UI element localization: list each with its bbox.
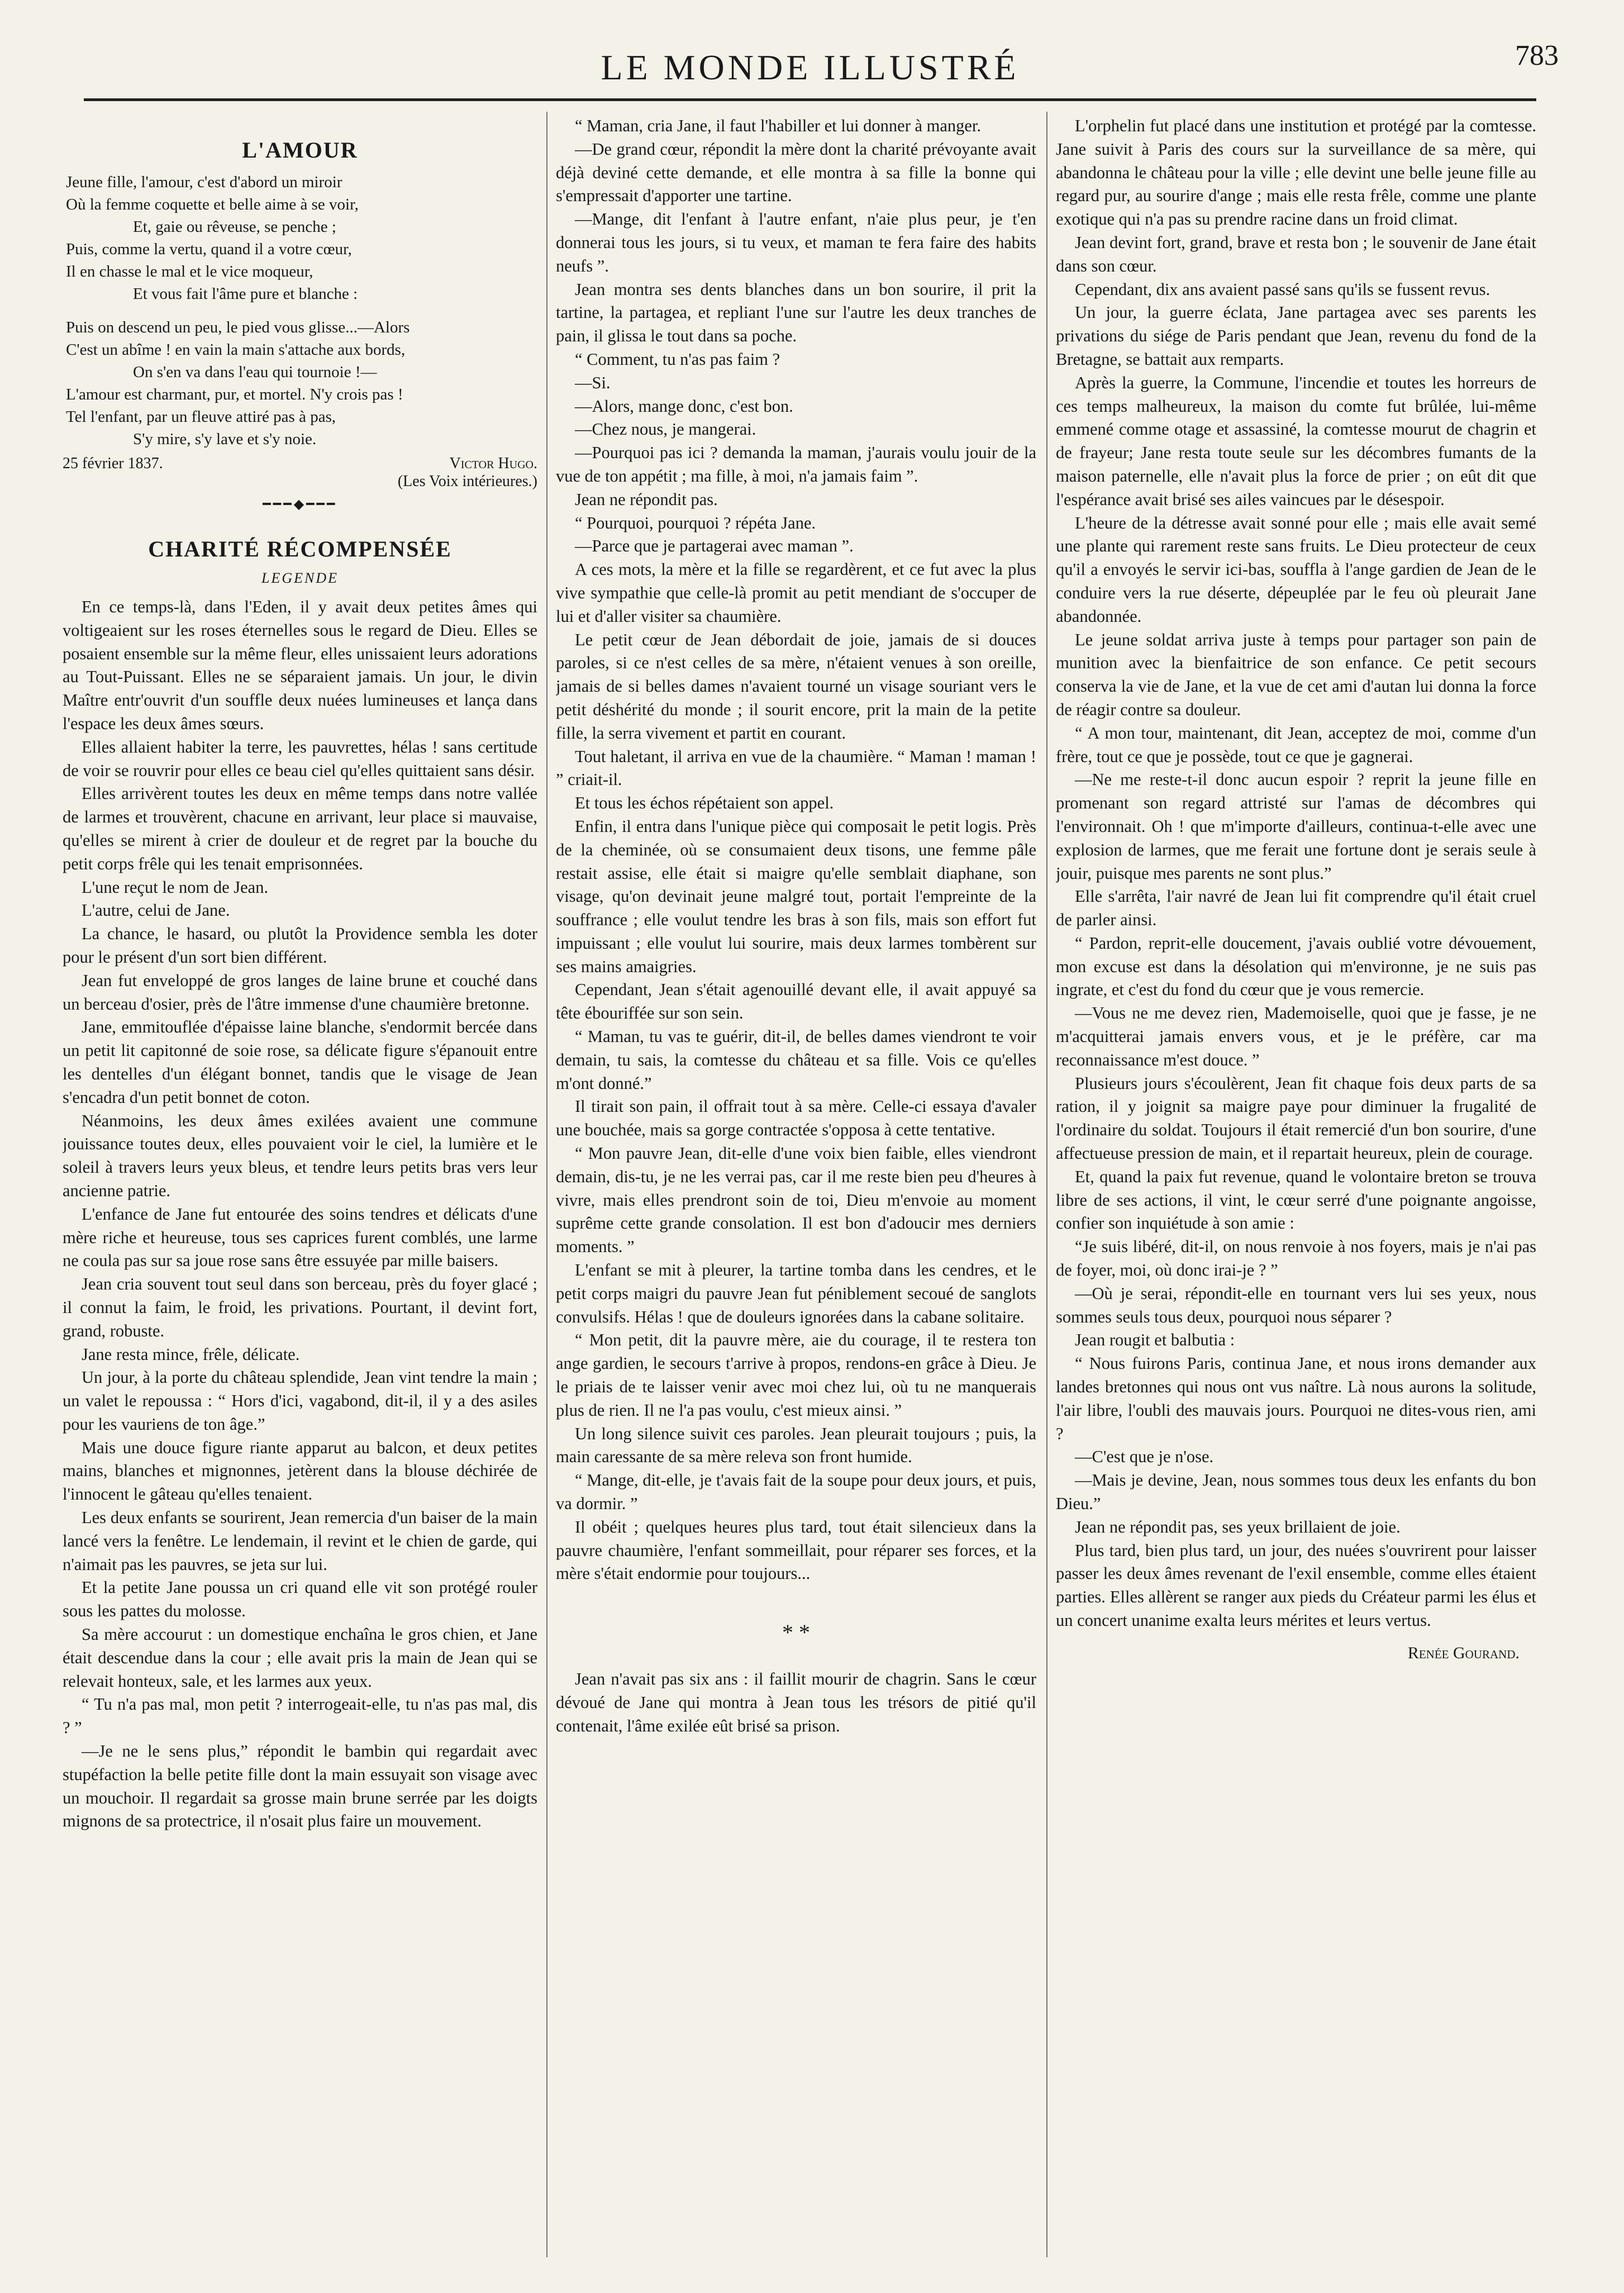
column-1 — [63, 115, 537, 2266]
poem-line: Puis, comme la vertu, quand il a votre cœur, — [66, 240, 352, 258]
paragraph: Et tous les échos répétaient son appel. — [575, 793, 834, 813]
paragraph: —Je ne le sens plus,” répondit le bambin qui regardait avec stupéfaction la belle petite fille dont la main essuyait son visage avec un mouchoir. Il regardait sa grosse main brune serrée par les doigts mignons de sa protectrice, il n'osait plus faire un mouvement. — [63, 1742, 537, 1831]
paragraph: Elles arrivèrent toutes les deux en même temps dans notre vallée de larmes et trouvèrent, chacune en arrivant, leur place si mauvaise, qu'elles se mirent à crier de douleur et de regret par la bouche du petit corps frêle qui les tenait emprisonnées. — [63, 784, 537, 873]
paragraph: Jane resta mince, frêle, délicate. — [82, 1344, 300, 1364]
header-rule — [84, 98, 1536, 101]
paragraph: Jane, emmitouflée d'épaisse laine blanche, s'endormit bercée dans un petit lit capitonné de soie rose, sa délicate figure s'épanouit entre les dentelles d'un élégant bonnet, tandis que le visage de Jean s'encadra d'un petit bonnet de coton. — [63, 1017, 537, 1107]
paragraph: —De grand cœur, répondit la mère dont la charité prévoyante avait déjà deviné cette demande, et elle montra à sa fille la bonne qui s'empressait d'apporter une tartine. — [556, 139, 1036, 206]
page-number: 783 — [1515, 40, 1559, 72]
paragraph: L'enfance de Jane fut entourée des soins tendres et délicats d'une mère riche et heureuse, tous ses caprices furent comblés, une larme ne coula pas sur sa joue rose sans être essuyée par mille baisers. — [63, 1204, 537, 1271]
page-header — [84, 34, 1559, 95]
poem-title: L'AMOUR — [242, 137, 358, 163]
poem-line: Jeune fille, l'amour, c'est d'abord un miroir — [66, 173, 342, 191]
paragraph: Enfin, il entra dans l'unique pièce qui composait le petit logis. Près de la cheminée, où se consumaient deux tisons, une femme pâle restait assise, elle était si maigre qu'elle semblait diaphane, son visage, qu'on devinait jeune malgré tout, portait l'empreinte de la souffrance ; elle voulut tendre les bras à son fils, mais son effort fut impuissant ; elle voulut lui sourire, mais deux larmes tombèrent sur ses mains amaigries. — [556, 816, 1036, 976]
paragraph: L'une reçut le nom de Jean. — [82, 877, 269, 897]
paragraph: Sa mère accourut : un domestique enchaîna le gros chien, et Jane était descendue dans la cour ; elle avait pris la main de Jean qui se relevait honteux, sale, et les larmes aux yeux. — [63, 1625, 537, 1691]
paragraph: Cependant, dix ans avaient passé sans qu'ils se fussent revus. — [1075, 279, 1490, 299]
paragraph: Jean ne répondit pas. — [575, 489, 718, 509]
paragraph: —C'est que je n'ose. — [1075, 1447, 1214, 1467]
poem-date: 25 février 1837. — [63, 455, 163, 472]
paragraph: Il obéit ; quelques heures plus tard, tout était silencieux dans la pauvre chaumière, l'enfant sommeillait, pour réparer ses forces, et la mère s'était endormie pour toujours... — [556, 1517, 1036, 1583]
paragraph: Plus tard, bien plus tard, un jour, des nuées s'ouvrirent pour laisser passer les deux âmes revenant de l'exil ensemble, comme elles étaient parties. Elles allèrent se ranger aux pieds du Créateur parmi les élus et un concert unanime exalta leurs mérites et leurs vertus. — [1056, 1540, 1536, 1630]
section-stars: * * — [782, 1620, 810, 1645]
paragraph: —Vous ne me devez rien, Mademoiselle, quoi que je fasse, je ne m'acquitterai jamais envers vous, et je le préfère, car ma reconnaissance m'est douce. ” — [1056, 1003, 1536, 1069]
paragraph: L'enfant se mit à pleurer, la tartine tomba dans les cendres, et le petit corps maigri du pauvre Jean fut péniblement secoué de sanglots convulsifs. Hélas ! que de douleurs ignorées dans la cabane solitaire. — [556, 1260, 1036, 1326]
paragraph: “ A mon tour, maintenant, dit Jean, acceptez de moi, comme d'un frère, tout ce que je possède, tout ce que je gagnerai. — [1056, 723, 1536, 766]
poem-line: S'y mire, s'y lave et s'y noie. — [133, 430, 317, 448]
poem-line: On s'en va dans l'eau qui tournoie !— — [133, 363, 377, 381]
paragraph: “ Mon petit, dit la pauvre mère, aie du courage, il te restera ton ange gardien, le secours t'arrive à propos, rendons-en grâce à Dieu. Je le priais de te laisser venir avec moi chez lui, où tu ne manquerais plus de rien. Il ne l'a pas voulu, c'est mieux ainsi. ” — [556, 1330, 1036, 1420]
story-column-2-end — [556, 1668, 1036, 1738]
story-title: CHARITÉ RÉCOMPENSÉE — [148, 536, 452, 562]
paragraph: —Mange, dit l'enfant à l'autre enfant, n'aie plus peur, je t'en donnerai tous les jours, si tu veux, et maman te fera faire des habits neufs ”. — [556, 210, 1036, 275]
paragraph: Jean cria souvent tout seul dans son berceau, près du foyer glacé ; il connut la faim, le froid, les privations. Pourtant, il devint fort, grand, robuste. — [63, 1274, 537, 1340]
paragraph: “ Pourquoi, pourquoi ? répéta Jane. — [575, 513, 816, 532]
poem-signature — [63, 455, 537, 491]
paragraph: Le petit cœur de Jean débordait de joie, jamais de si douces paroles, si ce n'est celles de sa mère, n'étaient venues à son oreille, jamais de si belles dames n'avaient tourné un visage souriant vers le petit déshérité du monde ; il sourit encore, prit la main de la petite fille, la serra vivement et partit en courant. — [556, 630, 1036, 743]
paragraph: —Chez nous, je mangerai. — [575, 420, 756, 439]
paragraph: Cependant, Jean s'était agenouillé devant elle, il avait appuyé sa tête ébouriffée sur son sein. — [556, 980, 1036, 1023]
poem-line: Tel l'enfant, par un fleuve attiré pas à pas, — [66, 408, 336, 426]
paragraph: Plusieurs jours s'écoulèrent, Jean fit chaque fois deux parts de sa ration, il y joignit sa maigre paye pour diminuer la frugalité de l'ordinaire du soldat. Toujours il était remercié d'un bon sourire, d'une affectueuse pression de main, et il repartait heureux, plein de courage. — [1056, 1073, 1536, 1163]
divider-ornament: ━━━◆━━━ — [263, 497, 337, 512]
paragraph: Tout haletant, il arriva en vue de la chaumière. “ Maman ! maman ! ” criait-il. — [556, 746, 1036, 789]
paragraph: —Parce que je partagerai avec maman ”. — [575, 536, 854, 556]
paragraph: Le jeune soldat arriva juste à temps pour partager son pain de munition avec la bienfaitrice de son enfance. Ce petit secours conserva la vie de Jane, et la vue de cet ami d'autan lui donna la force de réagir contre sa douleur. — [1056, 630, 1536, 719]
poem-line: Et, gaie ou rêveuse, se penche ; — [133, 218, 336, 236]
column-divider — [1046, 112, 1047, 2257]
paragraph: Il tirait son pain, il offrait tout à sa mère. Celle-ci essaya d'avaler une bouchée, mais sa gorge contractée s'opposa à cette tentative. — [556, 1097, 1036, 1140]
paragraph: L'orphelin fut placé dans une institution et protégé par la comtesse. Jane suivit à Paris des cours sur la surveillance de sa mère, qui abandonna le château pour la ville ; elle devint une belle jeune fille au regard pur, au sourire d'ange ; mais elle resta frêle, comme une plante exotique qui n'a pas su prendre racine dans un froid climat. — [1056, 116, 1536, 229]
paragraph: Et, quand la paix fut revenue, quand le volontaire breton se trouva libre de ses actions, il vint, le cœur serré d'une poignante angoisse, confier son inquiétude à son amie : — [1056, 1167, 1536, 1233]
paragraph: Un jour, la guerre éclata, Jane partagea avec ses parents les privations du siége de Paris pendant que Jean, revenu du fond de la Bretagne, se battait aux remparts. — [1056, 303, 1536, 369]
paragraph: Jean devint fort, grand, brave et resta bon ; le souvenir de Jane était dans son cœur. — [1056, 232, 1536, 275]
paragraph: Jean ne répondit pas, ses yeux brillaient de joie. — [1075, 1517, 1401, 1536]
poem-author: Victor Hugo. — [449, 455, 537, 472]
paragraph: Elle s'arrêta, l'air navré de Jean lui fit comprendre qu'il était cruel de parler ainsi. — [1056, 887, 1536, 930]
poem-line — [66, 305, 537, 316]
story-subtitle: LEGENDE — [261, 570, 339, 586]
story-column-3 — [1056, 115, 1536, 1633]
column-3 — [1056, 115, 1536, 2266]
paragraph: “ Pardon, reprit-elle doucement, j'avais oublié votre dévouement, mon excuse est dans la désolation qui m'environne, je ne suis pas ingrate, et c'est du fond du cœur que je vous remercie. — [1056, 933, 1536, 1000]
masthead-title: LE MONDE ILLUSTRÉ — [601, 47, 1020, 87]
poem-line: Et vous fait l'âme pure et blanche : — [133, 285, 358, 303]
paragraph: —Mais je devine, Jean, nous sommes tous deux les enfants du bon Dieu.” — [1056, 1471, 1536, 1514]
paragraph: Un jour, à la porte du château splendide, Jean vint tendre la main ; un valet le repoussa : “ Hors d'ici, vagabond, dit-il, il y a des asiles pour les vauriens de ton âge.” — [63, 1368, 537, 1434]
story-column-1 — [63, 596, 537, 1833]
paragraph: Et la petite Jane poussa un cri quand elle vit son protégé rouler sous les pattes du molosse. — [63, 1578, 537, 1621]
paragraph: Un long silence suivit ces paroles. Jean pleurait toujours ; puis, la main caressante de sa mère releva son front humide. — [556, 1424, 1036, 1467]
story-column-2 — [556, 115, 1036, 1586]
paragraph: Jean fut enveloppé de gros langes de laine brune et couché dans un berceau d'osier, près de l'âtre immense d'une chaumière bretonne. — [63, 971, 537, 1014]
paragraph: Jean n'avait pas six ans : il faillit mourir de chagrin. Sans le cœur dévoué de Jane qui montra à Jean tous les trésors de pitié qu'il contenait, l'âme exilée eût brisé sa prison. — [556, 1669, 1036, 1735]
column-2 — [556, 115, 1036, 2266]
poem-line: Puis on descend un peu, le pied vous glisse...—Alors — [66, 318, 410, 336]
poem-line: L'amour est charmant, pur, et mortel. N'y crois pas ! — [66, 386, 403, 403]
story-author: Renée Gourand. — [1407, 1643, 1520, 1662]
paragraph: “ Maman, tu vas te guérir, dit-il, de belles dames viendront te voir demain, tu sais, la comtesse du château et sa fille. Vois ce qu'elles m'ont donné.” — [556, 1027, 1036, 1093]
poem-body — [66, 171, 537, 450]
poem-line: Où la femme coquette et belle aime à se voir, — [66, 196, 359, 213]
poem-line: C'est un abîme ! en vain la main s'attache aux bords, — [66, 341, 406, 359]
paragraph: —Pourquoi pas ici ? demanda la maman, j'aurais voulu jouir de la vue de ton appétit ; ma fille, à moi, n'a jamais faim ”. — [556, 443, 1036, 486]
paragraph: “ Nous fuirons Paris, continua Jane, et nous irons demander aux landes bretonnes qui nous ont vus naître. Là nous aurons la solitude, l'air libre, l'oubli des mauvais jours. Pourquoi ne dites-vous rien, ami ? — [1056, 1354, 1536, 1443]
paragraph: “ Mange, dit-elle, je t'avais fait de la soupe pour deux jours, et puis, va dormir. ” — [556, 1471, 1036, 1514]
paragraph: “ Maman, cria Jane, il faut l'habiller et lui donner à manger. — [575, 116, 982, 135]
paragraph: —Ne me reste-t-il donc aucun espoir ? reprit la jeune fille en promenant son regard attristé sur l'amas de décombres qui l'environnait. Oh ! que m'importe d'ailleurs, continua-t-elle avec une explosion de larmes, que me ferait une fortune dont je serais seule à jouir, puisque mes parents ne sont plus.” — [1056, 770, 1536, 883]
paragraph: Jean rougit et balbutia : — [1075, 1330, 1235, 1350]
column-divider — [546, 112, 547, 2257]
poem-source: (Les Voix intérieures.) — [397, 473, 537, 490]
paragraph: “ Mon pauvre Jean, dit-elle d'une voix bien faible, elles viendront demain, dis-tu, je ne les verrai pas, car il me reste bien peu d'heures à vivre, mais elles prendront soin de toi, Dieu m'envoie au moment suprême cette grande consolation. Il est bon d'adoucir mes derniers moments. ” — [556, 1144, 1036, 1257]
paragraph: Mais une douce figure riante apparut au balcon, et deux petites mains, blanches et mignonnes, jetèrent dans la blouse déchirée de l'innocent le gâteau qu'elles tenaient. — [63, 1438, 537, 1504]
paragraph: L'autre, celui de Jane. — [82, 901, 230, 920]
paragraph: “Je suis libéré, dit-il, on nous renvoie à nos foyers, mais je n'ai pas de foyer, moi, où donc irai-je ? ” — [1056, 1237, 1536, 1280]
paragraph: Néanmoins, les deux âmes exilées avaient une commune jouissance toutes deux, elles pouvaient voir le ciel, la lumière et le soleil à travers leurs yeux bleus, et tendre leurs petits bras vers leur ancienne patrie. — [63, 1111, 537, 1200]
paragraph: En ce temps-là, dans l'Eden, il y avait deux petites âmes qui voltigeaient sur les roses éternelles sous le regard de Dieu. Elles se posaient ensemble sur la même fleur, elles unissaient leurs adorations au Tout-Puissant. Elles ne se séparaient jamais. Un jour, le divin Maître entr'ouvrit d'un souffle deux nuées lumineuses et lança dans l'espace les deux âmes sœurs. — [63, 597, 537, 733]
paragraph: Jean montra ses dents blanches dans un bon sourire, il prit la tartine, la partagea, et repliant l'une sur l'autre les deux tranches de pain, il glissa le tout dans sa poche. — [556, 279, 1036, 346]
paragraph: Après la guerre, la Commune, l'incendie et toutes les horreurs de ces temps malheureux, la maison du comte fut brûlée, lui-même emmené comme otage et assassiné, la comtesse mourut de chagrin et de frayeur; Jane resta toute seule sur les décombres fumants de la maison paternelle, elle n'avait plus la force de prier ; on eût dit que l'espérance avait brisé ses ailes vaincues par le désespoir. — [1056, 373, 1536, 509]
paragraph: Elles allaient habiter la terre, les pauvrettes, hélas ! sans certitude de voir se rouvrir pour elles ce beau ciel qu'elles quittaient sans désir. — [63, 737, 537, 780]
paragraph: “ Tu n'a pas mal, mon petit ? interrogeait-elle, tu n'as pas mal, dis ? ” — [63, 1695, 537, 1738]
paragraph: A ces mots, la mère et la fille se regardèrent, et ce fut avec la plus vive sympathie que celle-là promit au petit mendiant de s'occuper de lui et d'aller visiter sa chaumière. — [556, 560, 1036, 626]
paragraph: La chance, le hasard, ou plutôt la Providence sembla les doter pour le présent d'un sort bien différent. — [63, 924, 537, 967]
paragraph: “ Comment, tu n'as pas faim ? — [575, 349, 780, 369]
poem-line: Il en chasse le mal et le vice moqueur, — [66, 263, 313, 280]
paragraph: L'heure de la détresse avait sonné pour elle ; mais elle avait semé une plante qui rarement reste sans fruits. Le Dieu protecteur de ceux qu'il a envoyés le servir ici-bas, souffla à l'ange gardien de Jean de le conduire vers la rue déserte, dépeuplée par le feu où pleurait Jane abandonnée. — [1056, 513, 1536, 626]
paragraph: Les deux enfants se sourirent, Jean remercia d'un baiser de la main lancé vers la fenêtre. Le lendemain, il revint et le chien de garde, qui n'aimait pas les pauvres, se jeta sur lui. — [63, 1508, 537, 1574]
paragraph: —Si. — [575, 373, 611, 392]
paragraph: —Où je serai, répondit-elle en tournant vers lui ses yeux, nous sommes seuls tous deux, pourquoi nous séparer ? — [1056, 1283, 1536, 1326]
paragraph: —Alors, mange donc, c'est bon. — [575, 396, 793, 416]
